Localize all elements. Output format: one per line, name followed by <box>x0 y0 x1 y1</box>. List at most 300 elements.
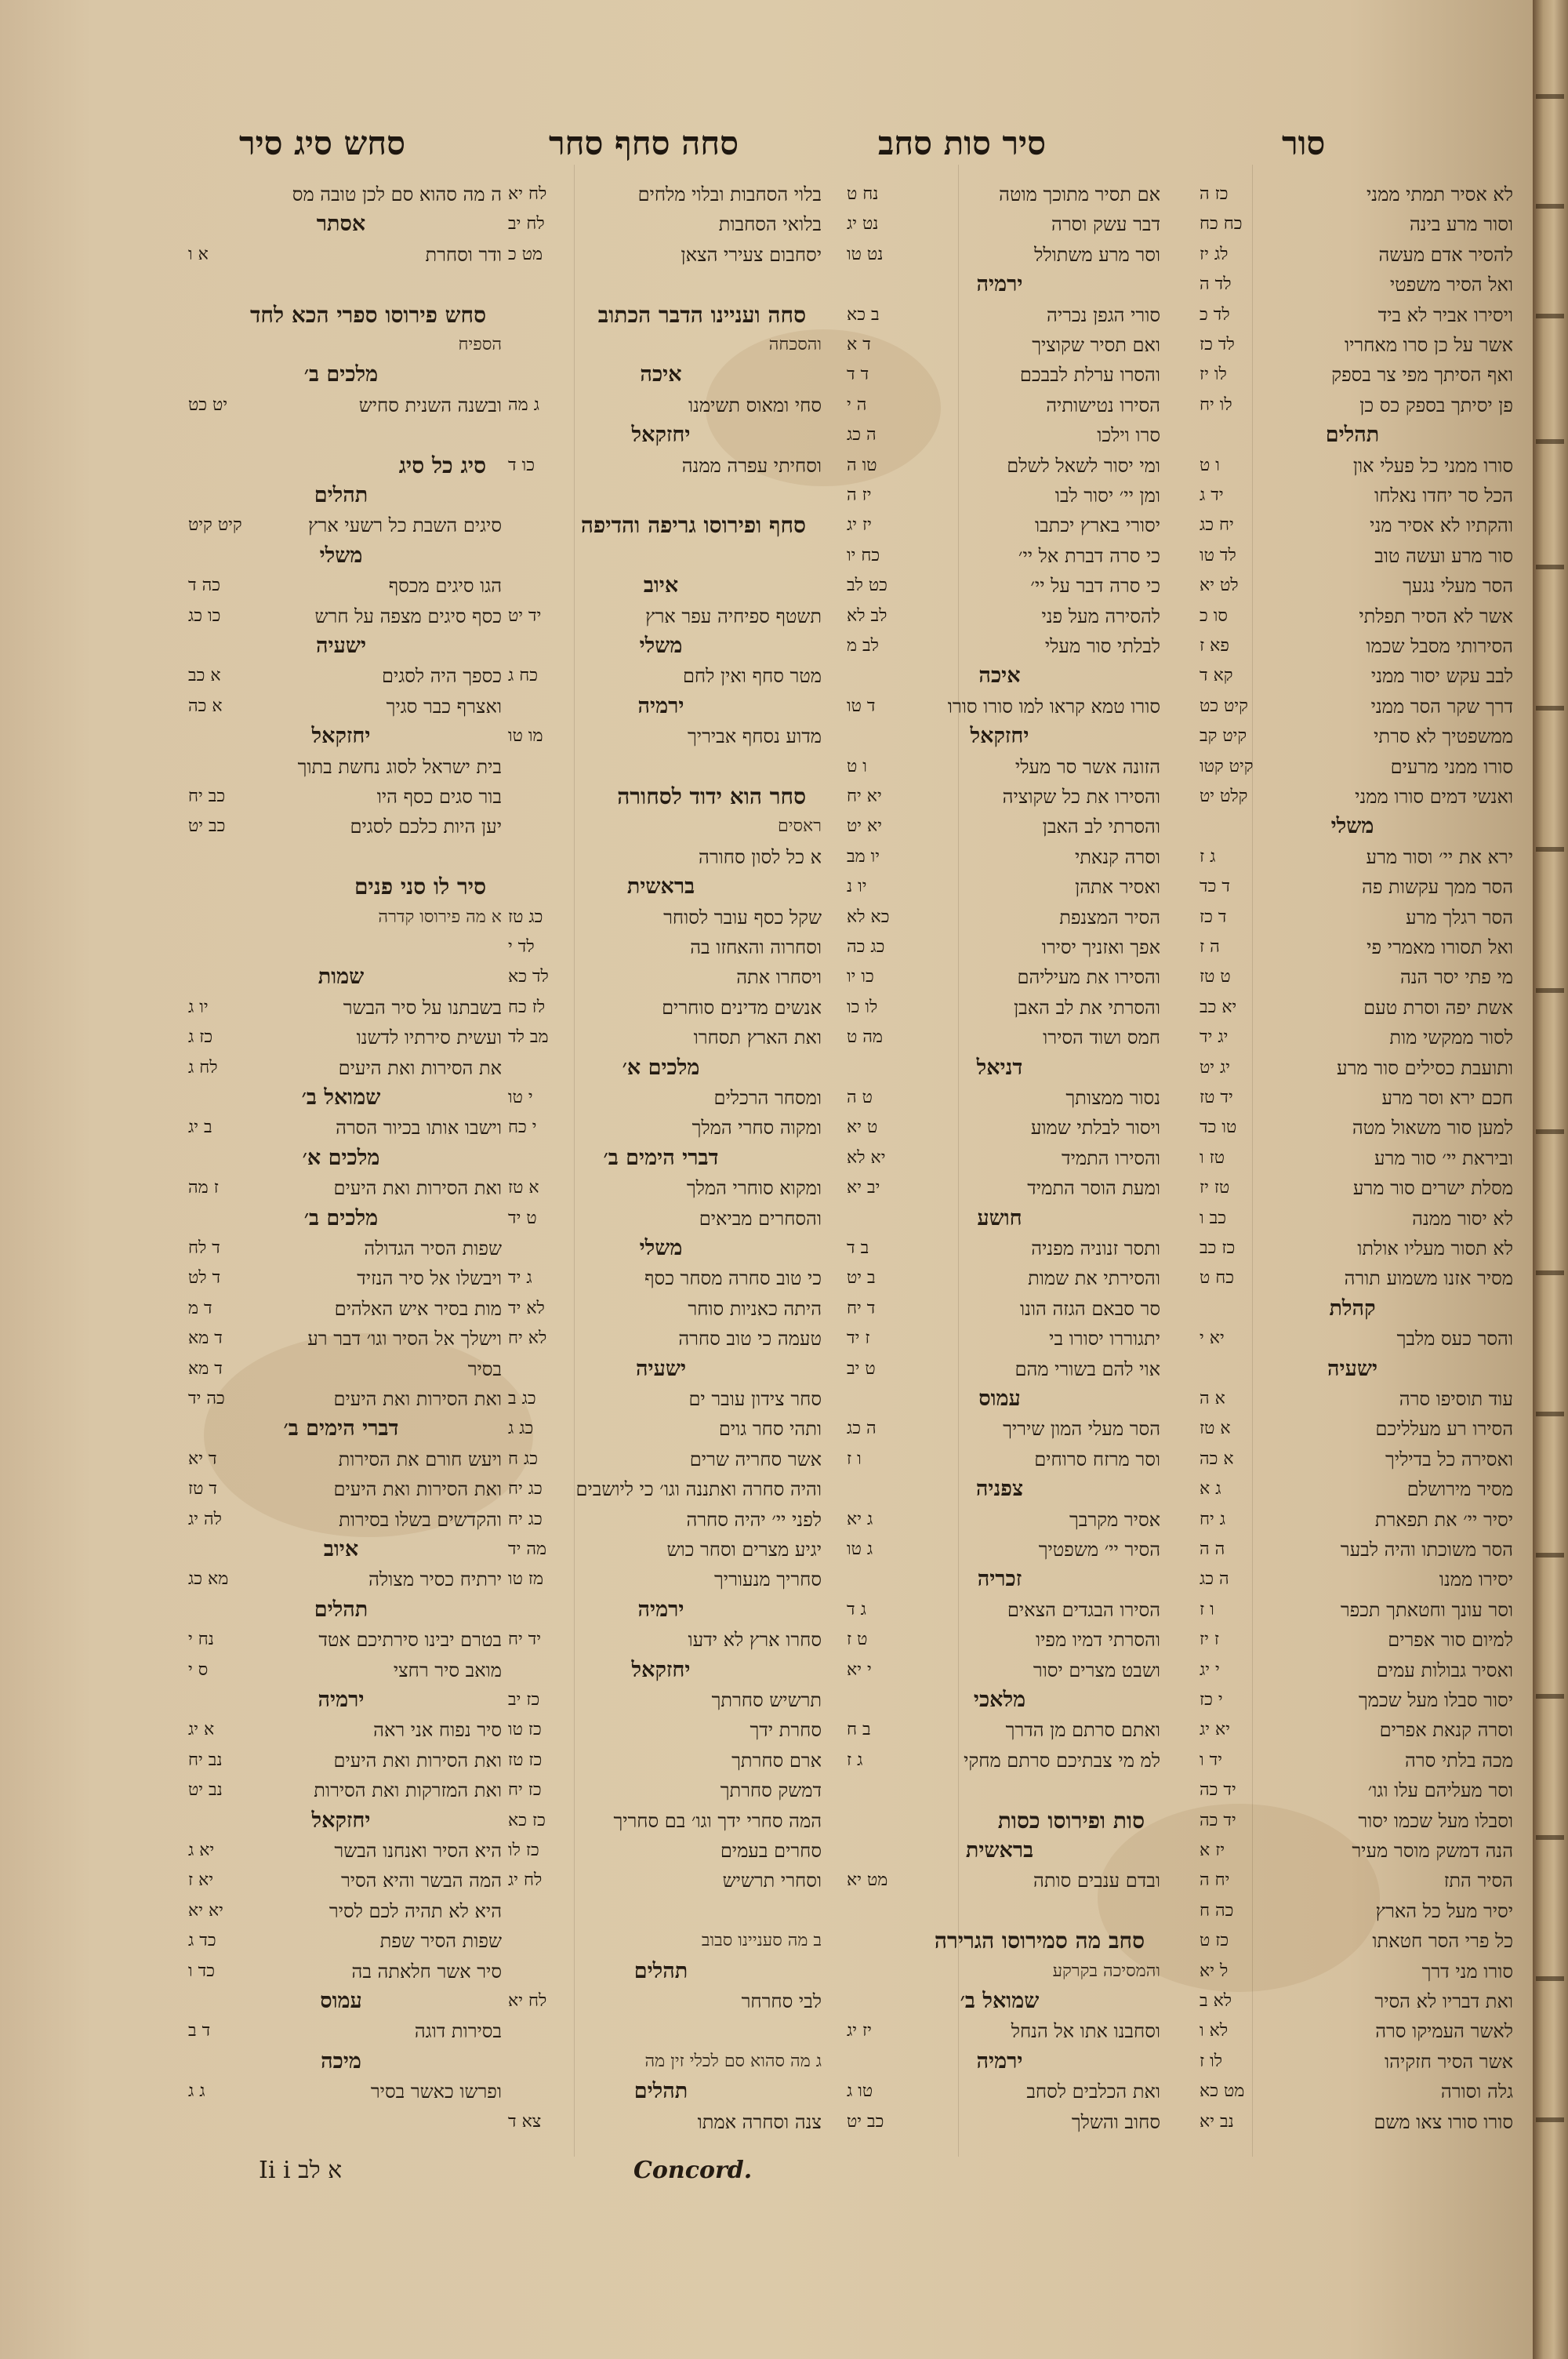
line-text: חושע <box>977 1205 1022 1230</box>
line-text: לסור ממקשי מות <box>1389 1027 1513 1049</box>
line-text: יחזקאל <box>311 724 371 749</box>
line-text: סחרים בעמים <box>720 1840 822 1862</box>
verse-reference: כח יו <box>847 545 880 565</box>
line-text: לא אסיר תמתי ממני <box>1367 184 1513 205</box>
verse-reference: כז טז <box>508 1750 543 1770</box>
concordance-line <box>508 1506 822 1534</box>
line-text: את הסירות ואת היעים <box>338 1056 502 1079</box>
header-col1: סחש סיג סיר <box>239 124 406 162</box>
concordance-line <box>847 994 1160 1022</box>
verse-reference: ג א <box>1200 1479 1221 1499</box>
line-text: אסתר <box>316 212 366 237</box>
line-text: דרך שקר הסר ממני <box>1370 695 1513 718</box>
verse-reference: כז כב <box>1200 1238 1236 1258</box>
concordance-line <box>508 1264 822 1292</box>
verse-reference: מב לד <box>508 1027 549 1048</box>
line-text: בלוי הסחבות ובלוי מלחים <box>637 184 822 205</box>
concordance-line <box>188 1174 502 1202</box>
concordance-line <box>188 1295 502 1323</box>
line-text: סורו מני דרך <box>1421 1960 1513 1983</box>
verse-reference: יד כה <box>1200 1810 1236 1830</box>
line-text: לבב עקש יסור ממני <box>1370 665 1513 688</box>
line-text: הסירו נטישותיה <box>1046 394 1160 416</box>
line-text: ויבשלו אל סיר הנזיד <box>357 1267 502 1290</box>
line-text: סורו ממני מרעים <box>1390 755 1513 778</box>
concordance-line <box>508 1626 822 1654</box>
verse-reference: ד ד <box>847 365 869 385</box>
line-text: ובשנה השנית סחיש <box>358 394 502 416</box>
root-entry <box>508 783 822 811</box>
concordance-line <box>847 1234 1160 1263</box>
line-text: ישעיה <box>635 1356 687 1381</box>
line-text: מטר סחף ואין לחם <box>682 665 822 688</box>
line-text: יסחבום צעירי הצאן <box>681 243 822 266</box>
line-text: דברי הימים ב׳ <box>603 1145 719 1170</box>
line-text: ואסיר אתהן <box>1075 876 1160 899</box>
line-text: סיר אשר חלאתה בה <box>351 1960 502 1983</box>
verse-reference: ג יח <box>1200 1509 1226 1529</box>
root-entry <box>188 873 502 901</box>
verse-reference: כד ג <box>188 1931 216 1951</box>
concordance-line <box>847 542 1160 570</box>
book-heading <box>188 1205 502 1233</box>
line-text: ומסחר הרכלים <box>713 1087 822 1109</box>
line-text: וסחיתי עפרה ממנה <box>681 454 822 477</box>
line-text: בראשית <box>965 1838 1034 1863</box>
line-text: ודר וסחרת <box>425 243 502 266</box>
line-text: מסיר אזנו משמוע תורה <box>1344 1267 1513 1290</box>
line-text: א מה פירוסו קדרה <box>378 907 502 927</box>
line-text: ישעיה <box>315 634 367 658</box>
verse-reference: ט ה <box>847 1088 873 1107</box>
line-text: עמוס <box>320 1989 362 2013</box>
line-text: תהלים <box>314 483 368 507</box>
concordance-line <box>1200 783 1513 811</box>
verse-reference: כז ג <box>188 1027 213 1048</box>
verse-reference: ט יב <box>847 1358 876 1379</box>
line-text: ויסחרו אתה <box>736 966 822 989</box>
verse-reference: מז טו <box>508 1569 544 1590</box>
concordance-line <box>847 572 1160 600</box>
verse-reference: כב יח <box>188 787 226 806</box>
concordance-line <box>847 452 1160 480</box>
concordance-line <box>508 994 822 1022</box>
concordance-line <box>508 812 822 841</box>
line-text: והסירתי את שמות <box>1028 1267 1160 1290</box>
verse-reference: יו ג <box>188 997 209 1017</box>
verse-reference: יז ה <box>847 485 872 505</box>
verse-reference: נח ט <box>847 184 879 204</box>
line-text: שמואל ב׳ <box>960 1989 1040 2013</box>
line-text: וסחבנו אתו אל הנחל <box>1011 2020 1160 2043</box>
book-heading <box>188 1596 502 1624</box>
line-text: סר סבאם הגזה הונו <box>1019 1297 1160 1320</box>
line-text: ממשפטיך לא סרתי <box>1374 725 1513 748</box>
verse-reference: כג ח <box>508 1448 539 1469</box>
line-text: איוב <box>643 573 679 598</box>
verse-reference: לד כא <box>508 967 549 987</box>
verse-reference: ה כג <box>847 1419 877 1439</box>
verse-reference: כב יט <box>188 816 226 837</box>
line-text: יסיר מעל כל הארץ <box>1375 1899 1513 1922</box>
concordance-line <box>847 1445 1160 1474</box>
verse-reference: יז יג <box>847 2021 872 2041</box>
line-text: בראשית <box>626 874 695 900</box>
concordance-line <box>1200 1144 1513 1172</box>
column-4 <box>1200 180 1513 2188</box>
concordance-line <box>508 331 822 359</box>
concordance-line <box>1200 1837 1513 1865</box>
line-text: אוי להם בשורי מהם <box>1014 1358 1160 1380</box>
concordance-line <box>847 843 1160 871</box>
line-text: וסרה קנאתי <box>1075 845 1160 868</box>
verse-reference: לא ו <box>1200 2021 1229 2041</box>
book-heading <box>847 1837 1160 1865</box>
verse-reference: פא ז <box>1200 636 1229 656</box>
concordance-line <box>188 1054 502 1082</box>
concordance-line <box>847 1747 1160 1775</box>
concordance-line <box>847 963 1160 991</box>
line-text: מות בסיר איש האלהים <box>334 1297 502 1320</box>
verse-reference: א ו <box>188 244 209 264</box>
book-heading <box>188 542 502 570</box>
book-heading <box>188 963 502 991</box>
verse-reference: כז ה <box>1200 184 1229 204</box>
line-text: כי סרה דבר על יי׳ <box>1030 575 1160 598</box>
verse-reference: ד מא <box>188 1358 223 1379</box>
line-text: ישעיה <box>1327 1356 1378 1381</box>
verse-reference: ד טו <box>847 696 876 716</box>
line-text: איכה <box>978 663 1021 689</box>
line-text: ירמיה <box>637 693 684 718</box>
line-text: בסיר <box>467 1358 502 1380</box>
verse-reference: ג ד <box>847 1599 866 1619</box>
line-text: תשטף ספיחיה עפר ארץ <box>645 605 822 627</box>
verse-reference: ה כג <box>1200 1569 1229 1590</box>
verse-reference: מה יד <box>508 1539 547 1559</box>
verse-reference: יד יח <box>508 1630 542 1650</box>
verse-reference: יא לא <box>847 1147 886 1168</box>
line-text: וסר מרזח סרוחים <box>1034 1448 1160 1470</box>
line-text: ואסירה כל בדיליך <box>1385 1448 1513 1470</box>
verse-reference: לו ז <box>1200 2051 1223 2071</box>
verse-reference: כג טז <box>508 907 543 927</box>
concordance-line <box>508 1565 822 1594</box>
line-text: והסרו ערלת לבבכם <box>1019 364 1160 387</box>
line-text: ומן יי׳ יסור לבו <box>1054 485 1160 507</box>
header-col4: סור <box>1282 124 1326 162</box>
concordance-line <box>847 1536 1160 1564</box>
verse-reference: קיט קטו <box>1200 756 1254 776</box>
verse-reference: נט טו <box>847 244 884 264</box>
verse-reference: נב יט <box>188 1780 223 1801</box>
verse-reference: ד יח <box>847 1298 876 1318</box>
concordance-line <box>847 632 1160 660</box>
line-text: אסיר מקרבך <box>1069 1508 1160 1531</box>
verse-reference: ט טז <box>1200 967 1231 987</box>
verse-reference: יח כג <box>1200 515 1234 536</box>
verse-reference: טז ו <box>1200 1147 1225 1168</box>
root-entry <box>188 301 502 329</box>
line-text: ותהי סחר גוים <box>718 1418 822 1441</box>
verse-reference: כז יב <box>508 1690 540 1710</box>
line-text: אשת יפה וסרת טעם <box>1363 996 1513 1019</box>
line-text: ותועבת כסילים סור מרע <box>1337 1056 1513 1079</box>
concordance-line <box>847 753 1160 781</box>
concordance-line <box>847 873 1160 901</box>
root-entry <box>508 301 822 329</box>
line-text: בור סגים כסף היו <box>376 786 502 808</box>
concordance-line <box>508 180 822 209</box>
verse-reference: כו כג <box>188 605 221 626</box>
concordance-line <box>847 1776 1160 1805</box>
root-entry <box>847 1807 1160 1835</box>
line-text: הסיר התז <box>1443 1870 1513 1892</box>
concordance-line <box>1200 903 1513 932</box>
line-text: והסרתי לב האבן <box>1042 816 1160 838</box>
verse-reference: מט כא <box>1200 2081 1245 2102</box>
line-text: בלואי הסחבות <box>718 213 822 236</box>
book-heading <box>188 1987 502 2016</box>
line-text: כי טוב סחרה מסחר כסף <box>644 1267 822 1290</box>
line-text: יגיע מצרים וסחר כוש <box>666 1539 822 1561</box>
concordance-line <box>188 1897 502 1925</box>
line-text: חכם ירא וסר מרע <box>1381 1087 1513 1109</box>
line-text: תהלים <box>314 1597 368 1622</box>
verse-reference: כה יד <box>188 1389 225 1408</box>
verse-reference: יג יט <box>1200 1057 1231 1078</box>
concordance-line <box>847 692 1160 721</box>
verse-reference: כא לא <box>847 907 890 927</box>
line-text: סרו וילכו <box>1097 424 1160 447</box>
verse-reference: ג ג <box>188 2081 205 2102</box>
verse-reference: י טו <box>508 1088 533 1107</box>
line-text: ויעש חורם את הסירות <box>338 1448 502 1470</box>
concordance-line <box>188 602 502 631</box>
verse-reference: טז יז <box>1200 1178 1230 1198</box>
line-text: ארם סחרתך <box>731 1749 822 1772</box>
concordance-line <box>508 1325 822 1353</box>
book-heading <box>847 1475 1160 1503</box>
line-text: למ מי צבתיכם סרתם מחקי <box>964 1749 1160 1772</box>
line-text: סחריך מנעוריך <box>714 1568 822 1591</box>
line-text: הספיח <box>458 335 502 354</box>
concordance-line <box>1200 933 1513 961</box>
line-text: ומקוא סוחרי המלך <box>686 1177 822 1200</box>
line-text: והקתיו לא אסיר מני <box>1370 514 1513 537</box>
verse-reference: א טז <box>1200 1419 1231 1439</box>
line-text: המה הבשר והיא הסיר <box>340 1870 502 1892</box>
verse-reference: יד כה <box>1200 1780 1236 1801</box>
concordance-line <box>508 1686 822 1714</box>
line-text: הסירו רע מעלליכם <box>1375 1418 1513 1441</box>
verse-reference: כג יח <box>508 1509 543 1529</box>
concordance-line <box>1200 271 1513 299</box>
concordance-line <box>1200 1114 1513 1142</box>
header-col3: סיר סות סחב <box>878 124 1047 162</box>
verse-reference: כה ח <box>1200 1900 1234 1921</box>
line-text: מלכים א׳ <box>622 1055 700 1080</box>
book-heading <box>847 722 1160 751</box>
verse-reference: לח יב <box>508 214 545 234</box>
verse-reference: לז כח <box>508 997 546 1017</box>
verse-reference: לא יח <box>508 1329 547 1349</box>
concordance-line <box>1200 241 1513 269</box>
column-1 <box>188 180 502 2188</box>
book-heading <box>847 1987 1160 2016</box>
concordance-line <box>188 572 502 600</box>
verse-reference: ז מה <box>188 1178 219 1198</box>
line-text: מואב סיר רחצי <box>393 1659 502 1681</box>
line-text: סורו טמא קראו למו סורו סורו <box>947 695 1160 718</box>
book-heading <box>1200 1355 1513 1383</box>
concordance-line <box>1200 1325 1513 1353</box>
verse-reference: לב מ <box>847 636 879 656</box>
line-text: דמשק סחרתך <box>720 1779 822 1802</box>
book-heading <box>188 1144 502 1172</box>
concordance-line <box>847 1656 1160 1685</box>
line-text: גלה וסורה <box>1440 2081 1513 2103</box>
concordance-line <box>847 1144 1160 1172</box>
concordance-line <box>188 1114 502 1142</box>
book-heading <box>188 1415 502 1443</box>
verse-reference: ג ז <box>1200 846 1216 867</box>
concordance-line <box>1200 1264 1513 1292</box>
concordance-line <box>1200 602 1513 631</box>
line-text: ה מה סהוא סם לכן טובה מס <box>292 184 502 205</box>
concordance-line <box>1200 301 1513 329</box>
line-text: משלי <box>639 634 683 658</box>
concordance-line <box>1200 1957 1513 1986</box>
verse-reference: ט ז <box>847 1630 868 1650</box>
concordance-line <box>1200 1897 1513 1925</box>
verse-reference: לו יח <box>1200 394 1232 415</box>
line-text: ירמיה <box>976 272 1023 297</box>
line-text: שקל כסף עובר לסוחר <box>663 906 822 929</box>
concordance-line <box>1200 1747 1513 1775</box>
line-text: יען היות כלכם לסגים <box>350 816 502 838</box>
book-heading <box>188 1686 502 1714</box>
root-entry <box>847 1927 1160 1955</box>
verse-reference: כח ג <box>508 666 539 686</box>
verse-reference: לד כז <box>1200 335 1235 354</box>
line-text: כל פרי הסר חטאתו <box>1372 1930 1513 1953</box>
concordance-line <box>1200 452 1513 480</box>
line-text: סחש פירוסו ספרי הכא לחד <box>249 301 486 328</box>
line-text: וסחרוה והאחזו בה <box>690 936 822 958</box>
line-text: ואל תסורו מאמרי פי <box>1367 936 1513 958</box>
concordance-line <box>1200 210 1513 238</box>
verse-reference: יג יד <box>1200 1027 1229 1048</box>
concordance-line <box>188 1927 502 1955</box>
concordance-line <box>847 1626 1160 1654</box>
verse-reference: ס י <box>188 1659 209 1680</box>
verse-reference: יז א <box>1200 1841 1225 1860</box>
book-heading <box>508 1957 822 1986</box>
line-text: והסירו את כל שקוציה <box>1002 786 1160 808</box>
concordance-line <box>1200 331 1513 359</box>
concordance-line <box>847 1716 1160 1744</box>
line-text: הסר ממך עקשות פה <box>1362 876 1513 899</box>
book-heading <box>847 1385 1160 1413</box>
line-text: סחי ומאוס תשימנו <box>688 394 822 416</box>
line-text: הסר רגלך מרע <box>1406 906 1513 929</box>
line-text: אשר הסיר חזקיהו <box>1385 2050 1513 2073</box>
line-text: ואל הסיר משפטי <box>1389 274 1513 296</box>
verse-reference: כז לו <box>508 1841 539 1860</box>
concordance-line <box>847 511 1160 540</box>
header-col2: סחה סחף סחר <box>549 124 739 162</box>
concordance-line <box>1200 1807 1513 1835</box>
concordance-line <box>847 1023 1160 1052</box>
concordance-line <box>1200 1415 1513 1443</box>
line-text: והמסיכה בקרקע <box>1052 1961 1160 1981</box>
book-heading <box>508 1054 822 1082</box>
verse-reference: כז כא <box>508 1810 546 1830</box>
book-heading <box>847 1054 1160 1082</box>
verse-reference: יז יג <box>847 515 872 536</box>
line-text: צפניה <box>975 1477 1024 1502</box>
verse-reference: כד ו <box>188 1961 215 1981</box>
line-text: בשבתנו על סיר הבשר <box>343 996 502 1019</box>
concordance-line <box>1200 1475 1513 1503</box>
concordance-line <box>188 1234 502 1263</box>
verse-reference: כה ד <box>188 576 220 596</box>
verse-reference: קיט כט <box>1200 696 1248 716</box>
line-text: סחוב והשלך <box>1071 2110 1160 2133</box>
verse-reference: כז טו <box>508 1720 542 1740</box>
concordance-line <box>188 1957 502 1986</box>
line-text: מיכה <box>321 2048 361 2074</box>
verse-reference: ד מ <box>188 1298 212 1318</box>
concordance-line <box>847 1264 1160 1292</box>
concordance-line <box>188 331 502 359</box>
verse-reference: ד יא <box>188 1448 217 1469</box>
line-text: וסר מעליהם עלו וגו׳ <box>1367 1779 1513 1802</box>
line-text: ירא את יי׳ וסור מרע <box>1366 845 1513 868</box>
verse-reference: סו כ <box>1200 605 1228 626</box>
line-text: יסירו ממנו <box>1439 1568 1513 1591</box>
concordance-line <box>508 391 822 420</box>
verse-reference: יו מב <box>847 846 880 867</box>
verse-reference: כז ט <box>1200 1931 1229 1951</box>
concordance-line <box>847 1084 1160 1112</box>
line-text: לאשר העמיקו סרה <box>1375 2020 1513 2043</box>
concordance-line <box>508 903 822 932</box>
concordance-line <box>1200 1626 1513 1654</box>
concordance-line <box>1200 1776 1513 1805</box>
concordance-line <box>508 1385 822 1413</box>
verse-reference: לד ה <box>1200 274 1232 295</box>
line-text: להסיר אדם מעשה <box>1378 243 1513 266</box>
concordance-line <box>1200 1716 1513 1744</box>
concordance-line <box>1200 1234 1513 1263</box>
book-heading <box>847 271 1160 299</box>
verse-reference: ב ד <box>847 1238 869 1258</box>
book-heading <box>1200 421 1513 449</box>
book-heading <box>847 1686 1160 1714</box>
concordance-line <box>188 241 502 269</box>
verse-reference: כז יח <box>508 1780 542 1801</box>
verse-reference: א כה <box>188 696 223 716</box>
line-text: סיגים השבת כל רשעי ארץ <box>308 514 502 537</box>
verse-reference: לו יז <box>1200 365 1227 385</box>
verse-reference: ה י <box>847 394 867 415</box>
line-text: מכה בלתי סרה <box>1405 1749 1513 1772</box>
line-text: ויסור לבלתי שמוע <box>1030 1117 1160 1140</box>
line-text: מדוע נסחף אביריך <box>688 725 822 748</box>
line-text: יחזקאל <box>631 1657 691 1682</box>
